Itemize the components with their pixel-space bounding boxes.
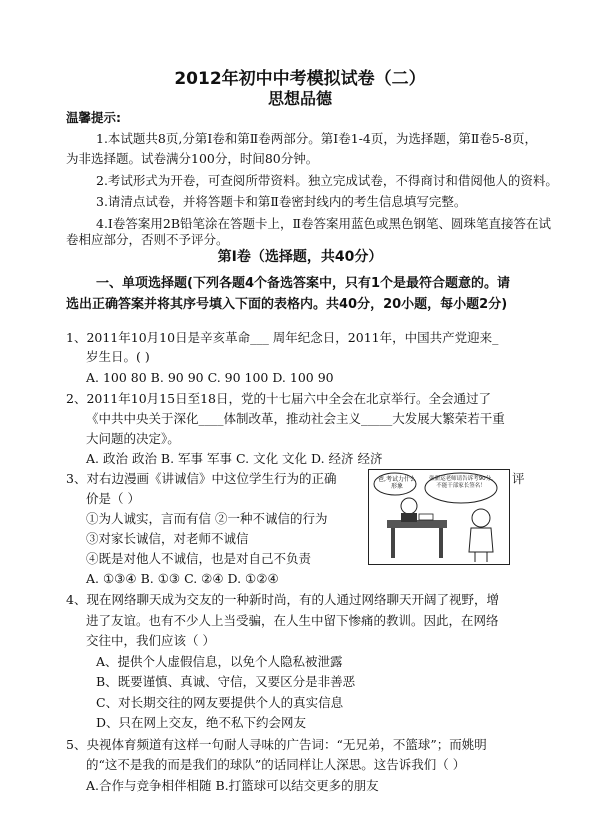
- question-5-line: 的“这不是我的而是我们的球队”的话同样让人深思。这告诉我们（ ）: [86, 757, 466, 772]
- question-4-option-a: A、提供个人虚假信息，以免个人隐私被泄露: [96, 654, 343, 669]
- question-2-line: 大问题的决定》。: [86, 431, 180, 446]
- exam-title: 2012年初中中考模拟试卷（二）: [174, 69, 426, 89]
- question-3-choice: ①为人诚实，言而有信 ②一种不诚信的行为: [86, 511, 328, 526]
- question-1-options: A. 100 80 B. 90 90 C. 90 100 D. 100 90: [86, 370, 334, 385]
- cartoon-illustration: [368, 469, 510, 565]
- question-5-options: A.合作与竞争相伴相随 B.打篮球可以结交更多的朋友: [86, 778, 379, 793]
- question-2-line: 《中共中央关于深化____体制改革，推动社会主义_____大发展大繁荣若干重: [86, 411, 505, 426]
- question-5-line: 5、央视体育频道有这样一句耐人寻味的广告词：“无兄弟，不篮球”；而姚明: [66, 737, 487, 752]
- question-4-option-c: C、对长期交往的网友要提供个人的真实信息: [96, 695, 344, 710]
- question-2-line: 2、2011年10月15日至18日，党的十七届六中全会在北京举行。全会通过了: [66, 391, 491, 406]
- question-4-line: 进了友谊。也有不少人上当受骗，在人生中留下惨痛的教训。因此，在网络: [86, 613, 499, 628]
- exam-subject: 思想品德: [267, 89, 332, 108]
- question-4-line: 4、现在网络聊天成为交友的一种新时尚，有的人通过网络聊天开阔了视野，增: [66, 592, 499, 607]
- question-3-options: A. ①③④ B. ①③ C. ②④ D. ①②④: [86, 571, 279, 586]
- question-3-choice: ③对家长诚信，对老师不诚信: [86, 531, 249, 546]
- section-instruction: 一、单项选择题(下列各题4个备选答案中，只有1个是最符合题意的。请: [96, 276, 511, 291]
- notice-line: 1.本试题共8页,分第Ⅰ卷和第Ⅱ卷两部分。第Ⅰ卷1-4页，为选择题，第Ⅱ卷5-8页，: [96, 131, 537, 146]
- notice-line: 3.请清点试卷，并将答题卡和第Ⅱ卷密封线内的考生信息填写完整。: [96, 194, 467, 209]
- notice-line: 卷相应部分，否则不予评分。: [66, 232, 229, 247]
- question-1-line: 岁生日。( ): [86, 349, 150, 364]
- cartoon-bubble-left: 爸,考试力什么形象: [378, 476, 416, 490]
- question-4-line: 交往中，我们应该（ ）: [86, 633, 215, 648]
- question-3-line: 价是（ ）: [86, 491, 140, 506]
- section-title: 第Ⅰ卷（选择题，共40分）: [217, 249, 383, 265]
- question-4-option-d: D、只在网上交友，绝不私下约会网友: [96, 715, 307, 730]
- notice-heading: 温馨提示:: [66, 110, 121, 125]
- notice-line: 为非选择题。试卷满分100分，时间80分钟。: [66, 151, 319, 166]
- question-3-choice: ④既是对他人不诚信，也是对自己不负责: [86, 551, 312, 566]
- question-2-options: A. 政治 政治 B. 军事 军事 C. 文化 文化 D. 经济 经济: [86, 451, 383, 466]
- question-4-option-b: B、既要谨慎、真诚、守信，又要区分是非善恶: [96, 674, 356, 689]
- section-instruction: 选出正确答案并将其序号填入下面的表格内。共40分，20小题，每小题2分): [66, 297, 508, 312]
- cartoon-bubble-right: 张新运老师请告诉考90分,不能干部家长签名！: [429, 476, 493, 489]
- question-1-line: 1、2011年10月10日是辛亥革命___ 周年纪念日，2011年，中国共产党迎来_: [66, 330, 499, 345]
- notice-line: 4.Ⅰ卷答案用2B铅笔涂在答题卡上，Ⅱ卷答案用蓝色或黑色钢笔、圆珠笔直接答在试: [96, 216, 552, 231]
- question-3-line: 3、对右边漫画《讲诚信》中这位学生行为的正确: [66, 471, 337, 486]
- notice-line: 2.考试形式为开卷，可查阅所带资料。独立完成试卷，不得商讨和借阅他人的资料。: [96, 173, 558, 188]
- question-3-tail: 评: [512, 471, 525, 486]
